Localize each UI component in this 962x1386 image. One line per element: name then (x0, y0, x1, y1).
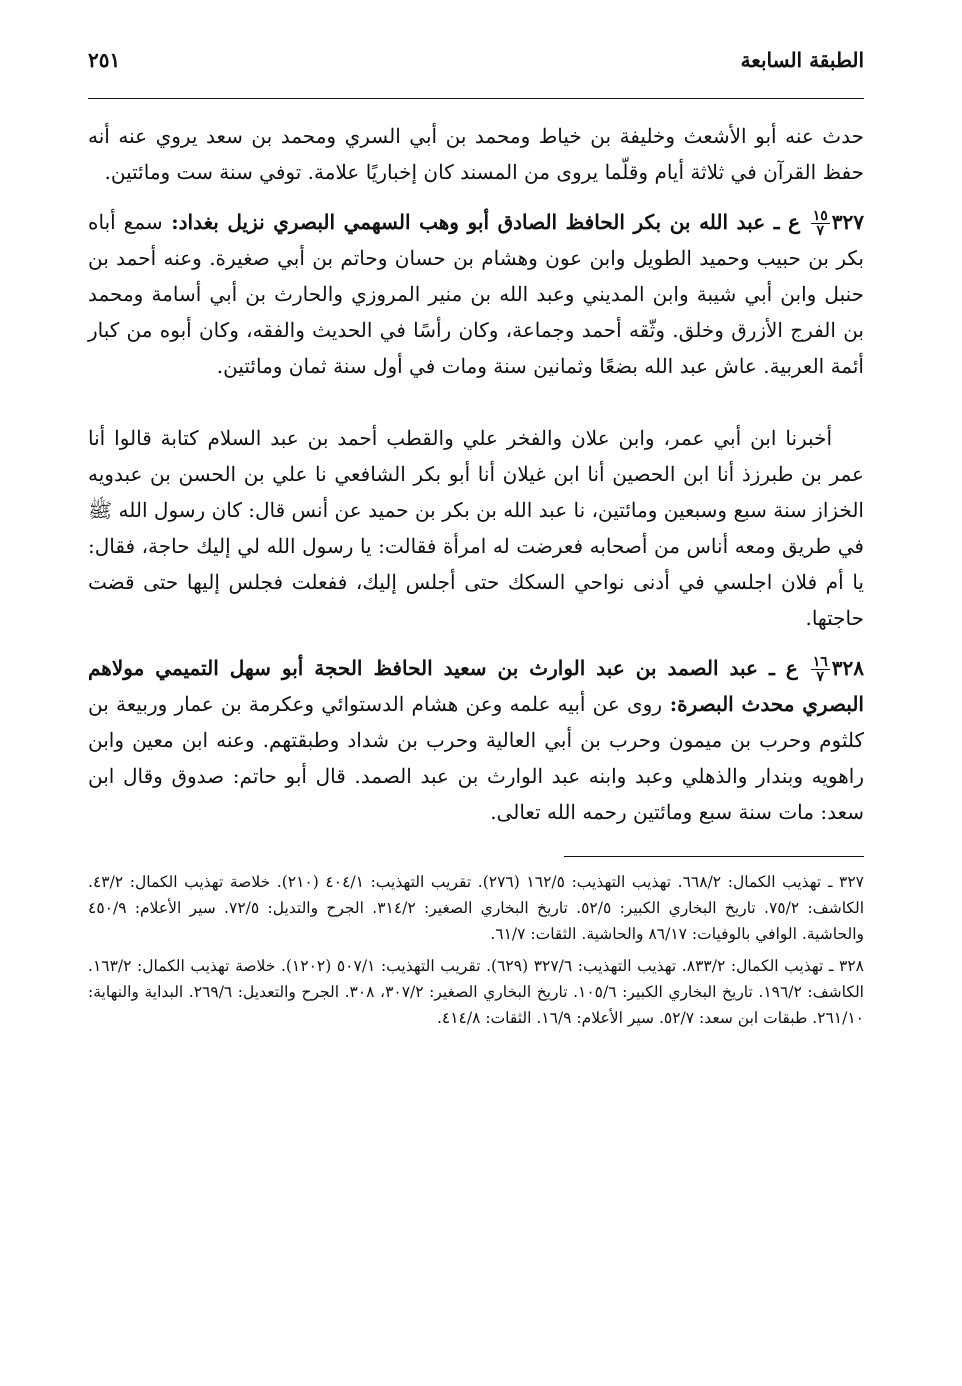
entry-328-code: ع ـ (768, 656, 798, 680)
entry-328-fraction (811, 655, 830, 684)
entry-327 (88, 204, 864, 384)
entry-328-number: ٣٢٨ (831, 656, 865, 680)
footnote-328: ٣٢٨ ـ تهذيب الكمال: ٨٣٣/٢. تهذيب التهذيب: ٣٢٧/٦ (٦٢٩). تقريب التهذيب: ٥٠٧/١ (١٢٠٢). خلاصة تهذيب الكمال: ١٦٣/٢. الكاشف: ١٩٦/٢. تاريخ البخاري الكبير: ١٠٥/٦. تاريخ البخاري الصغير: ٣٠٧/٢، ٣٠٨. الجرح والتعديل: ٢٦٩/٦. البداية والنهاية: ٢٦١/١٠. طبقات ابن سعد: ٥٢/٧. سير الأعلام: ١٦/٩. الثقات: ٤١٤/٨. (88, 957, 864, 1027)
book-page (88, 48, 864, 1037)
running-title: الطبقة السابعة (740, 48, 864, 72)
page-header (88, 48, 864, 98)
footnote-327: ٣٢٧ ـ تهذيب الكمال: ٦٦٨/٢. تهذيب التهذيب: ١٦٢/٥ (٢٧٦). تقريب التهذيب: ٤٠٤/١ (٢١٠). خلاصة تهذيب الكمال: ٤٣/٢. الكاشف: ٧٥/٢. تاريخ البخاري الكبير: ٥٢/٥. تاريخ البخاري الصغير: ٣١٤/٢. الجرح والتديل: ٧٢/٥. سير الأعلام: ٤٥٠/٩ والحاشية. الوافي بالوفيات: ٨٦/١٧ والحاشية. الثقات: ٦١/٧. (88, 873, 865, 943)
entry-327-code: ع ـ (773, 210, 801, 234)
entry-327-frac-den: ٧ (816, 223, 824, 239)
entry-328-frac-num: ١٦ (812, 654, 828, 670)
entry-327-fraction (811, 209, 830, 238)
narration-paragraph: أخبرنا ابن أبي عمر، وابن علان والفخر علي والقطب أحمد بن عبد السلام كتابة قالوا أنا عمر بن طبرزذ أنا ابن الحصين أنا ابن غيلان أنا أبو بكر الشافعي نا علي بن الحسن بن عبدويه الخزاز سنة سبع وسبعين ومائتين، نا عبد الله بن بكر بن حميد عن أنس قال: كان رسول الله ﷺ في طريق ومعه أناس من أصحابه فعرضت له امرأة فقالت: يا رسول الله لي إليك حاجة، فقال: يا أم فلان اجلسي في أدنى نواحي السكك حتى أجلس إليك، ففعلت فجلس إليها حتى قضت حاجتها. (88, 426, 864, 630)
entry-328-text: روى عن أبيه علمه وعن هشام الدستوائي وعكرمة بن عمار وربيعة بن كلثوم وحرب بن ميمون وحرب بن أبي العالية وحرب بن شداد وطبقتهم. وعنه ابن معين وابن راهويه وبندار والذهلي وعبد وابنه عبد الوارث بن عبد الصمد. قال أبو حاتم: صدوق وقال ابن سعد: مات سنة سبع ومائتين رحمه الله تعالى. (88, 692, 864, 824)
entry-327-number: ٣٢٧ (831, 210, 864, 234)
entry-327-text: سمع أباه بكر بن حبيب وحميد الطويل وابن عون وهشام بن حسان وحاتم بن أبي صغيرة. وعنه أحمد بن حنبل وابن أبي شيبة وابن المديني وعبد الله بن منير المروزي والحارث بن أبي أسامة ومحمد بن الفرج الأزرق وخلق. وثّقه أحمد وجماعة، وكان رأسًا في الحديث والفقه، وكان أبوه من كبار أئمة العربية. عاش عبد الله بضعًا وثمانين سنة ومات في أول سنة ثمان ومائتين. (88, 210, 864, 378)
footnotes (88, 869, 864, 1031)
entry-327-heading: عبد الله بن بكر الحافظ الصادق أبو وهب السهمي البصري نزيل بغداد: (171, 210, 766, 234)
entry-328-heading: عبد الصمد بن عبد الوارث بن سعيد الحافظ الحجة أبو سهل التميمي مولاهم البصري محدث البصرة: (88, 656, 864, 716)
entry-328 (88, 650, 864, 830)
entry-327-frac-num: ١٥ (812, 208, 828, 224)
page-body (88, 118, 864, 1031)
page-number: ٢٥١ (88, 48, 121, 72)
footnote-rule (564, 856, 864, 857)
entry-327-head (163, 208, 864, 239)
header-rule (88, 98, 864, 99)
intro-paragraph: حدث عنه أبو الأشعث وخليفة بن خياط ومحمد بن أبي السري ومحمد بن سعد يروي عنه أنه حفظ القرآن في ثلاثة أيام وقلّما يروى من المسند كان إخباريًا علامة. توفي سنة ست ومائتين. (88, 124, 864, 184)
entry-328-frac-den: ٧ (816, 669, 825, 685)
